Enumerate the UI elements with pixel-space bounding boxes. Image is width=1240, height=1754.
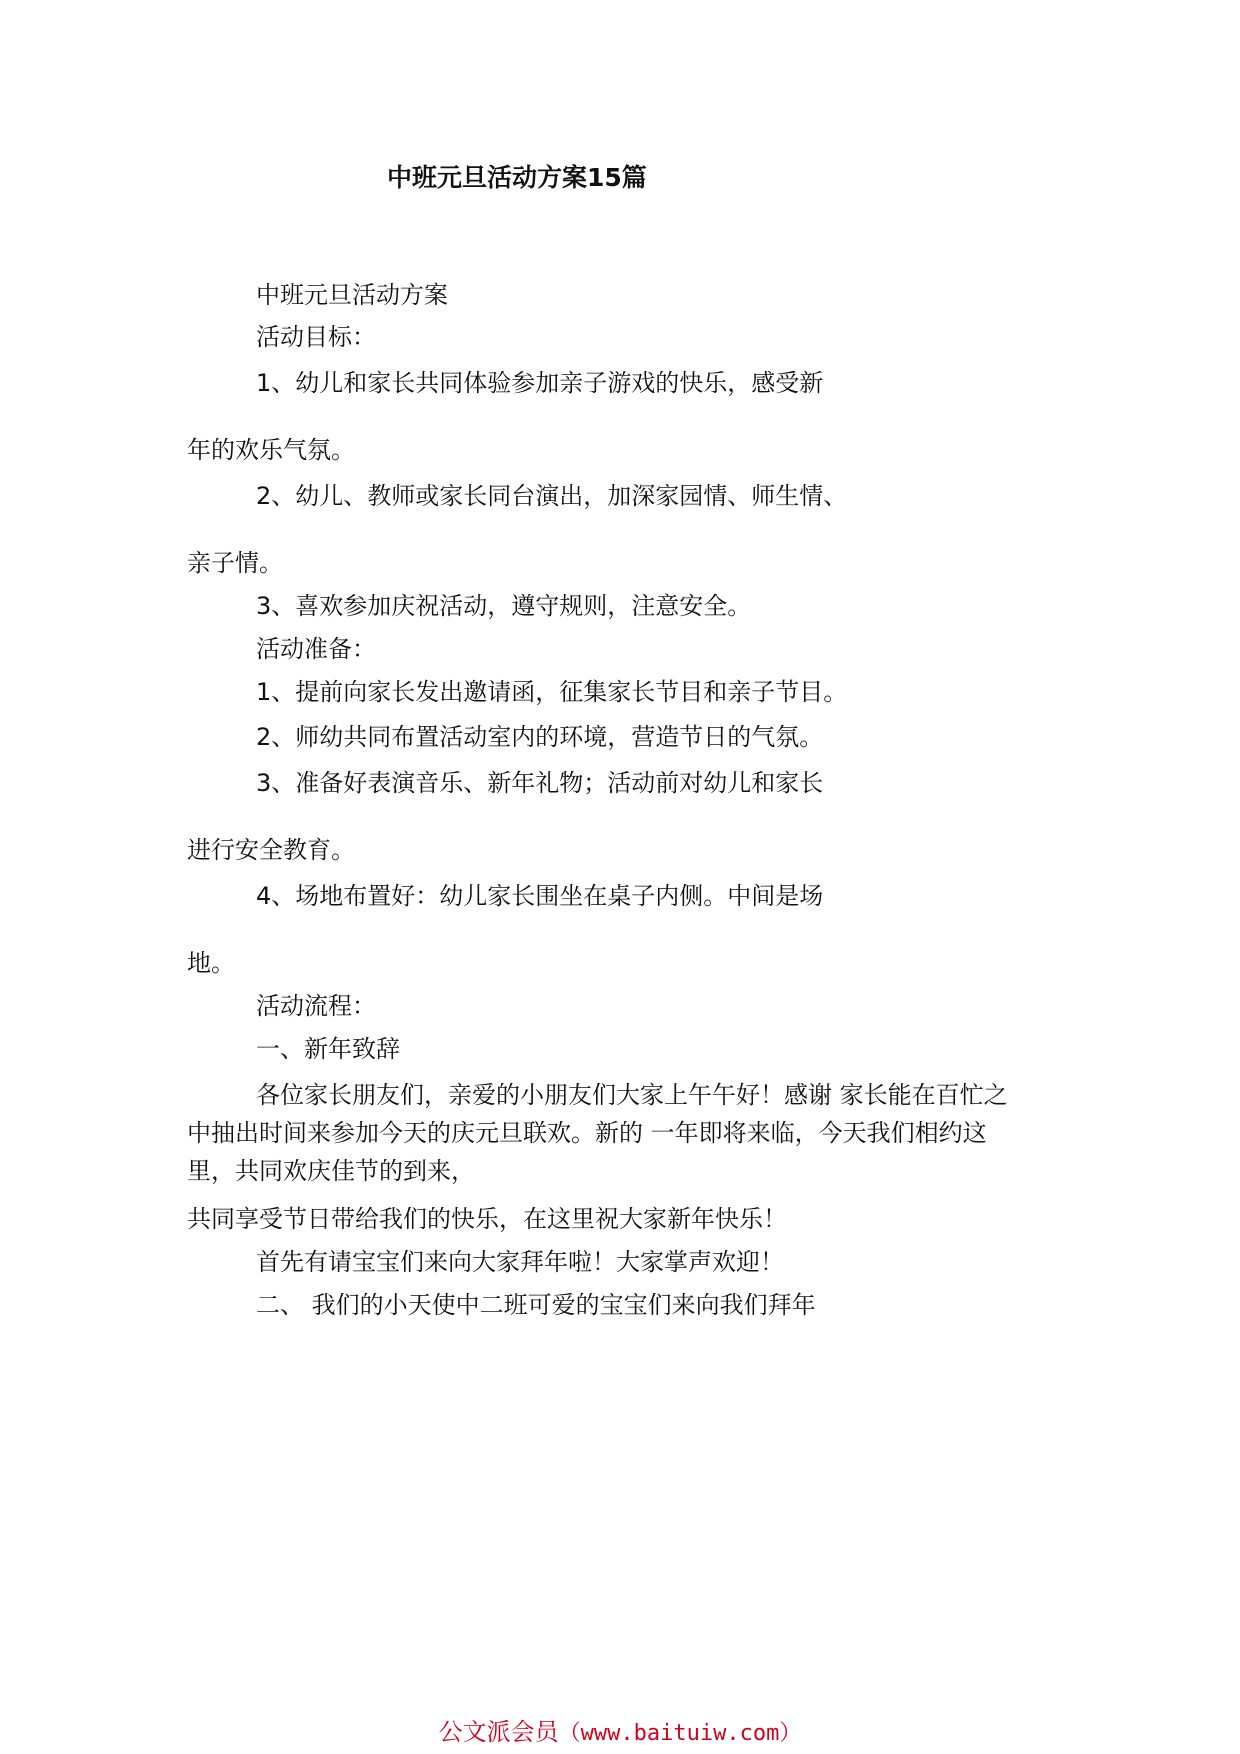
text-line: 3、准备好表演音乐、新年礼物；活动前对幼儿和家长: [256, 769, 824, 797]
text-line: 二、 我们的小天使中二班可爱的宝宝们来向我们拜年: [256, 1291, 816, 1319]
text-line: 中班元旦活动方案: [256, 281, 448, 309]
text-line: 进行安全教育。: [187, 836, 355, 864]
text-line: 中抽出时间来参加今天的庆元旦联欢。新的 一年即将来临，今天我们相约这: [187, 1119, 987, 1147]
text-line: 各位家长朋友们，亲爱的小朋友们大家上午午好！感谢 家长能在百忙之: [256, 1081, 1008, 1109]
footer-watermark: [0, 1712, 1240, 1747]
footer-brand: 公文派会员: [438, 1718, 559, 1746]
text-line: 1、提前向家长发出邀请函，征集家长节目和亲子节目。: [256, 678, 848, 706]
text-line: 首先有请宝宝们来向大家拜年啦！大家掌声欢迎！: [256, 1248, 784, 1276]
text-line: 活动准备：: [256, 635, 376, 663]
text-line: 亲子情。: [187, 549, 283, 577]
text-line: 共同享受节日带给我们的快乐，在这里祝大家新年快乐！: [187, 1205, 787, 1233]
text-line: 2、师幼共同布置活动室内的环境，营造节日的气氛。: [256, 723, 824, 751]
document-title: 中班元旦活动方案15篇: [387, 163, 647, 192]
text-line: 里，共同欢庆佳节的到来，: [187, 1157, 475, 1185]
text-line: 活动目标：: [256, 323, 376, 351]
text-line: 1、幼儿和家长共同体验参加亲子游戏的快乐，感受新: [256, 369, 824, 397]
text-line: 活动流程：: [256, 992, 376, 1020]
text-line: 一、新年致辞: [256, 1035, 400, 1063]
text-line: 年的欢乐气氛。: [187, 436, 355, 464]
text-line: 4、场地布置好：幼儿家长围坐在桌子内侧。中间是场: [256, 882, 824, 910]
text-line: 3、喜欢参加庆祝活动，遵守规则，注意安全。: [256, 592, 752, 620]
text-line: 2、幼儿、教师或家长同台演出，加深家园情、师生情、: [256, 482, 848, 510]
footer-url[interactable]: （www.baituiw.com）: [558, 1721, 802, 1746]
text-line: 地。: [187, 949, 235, 977]
